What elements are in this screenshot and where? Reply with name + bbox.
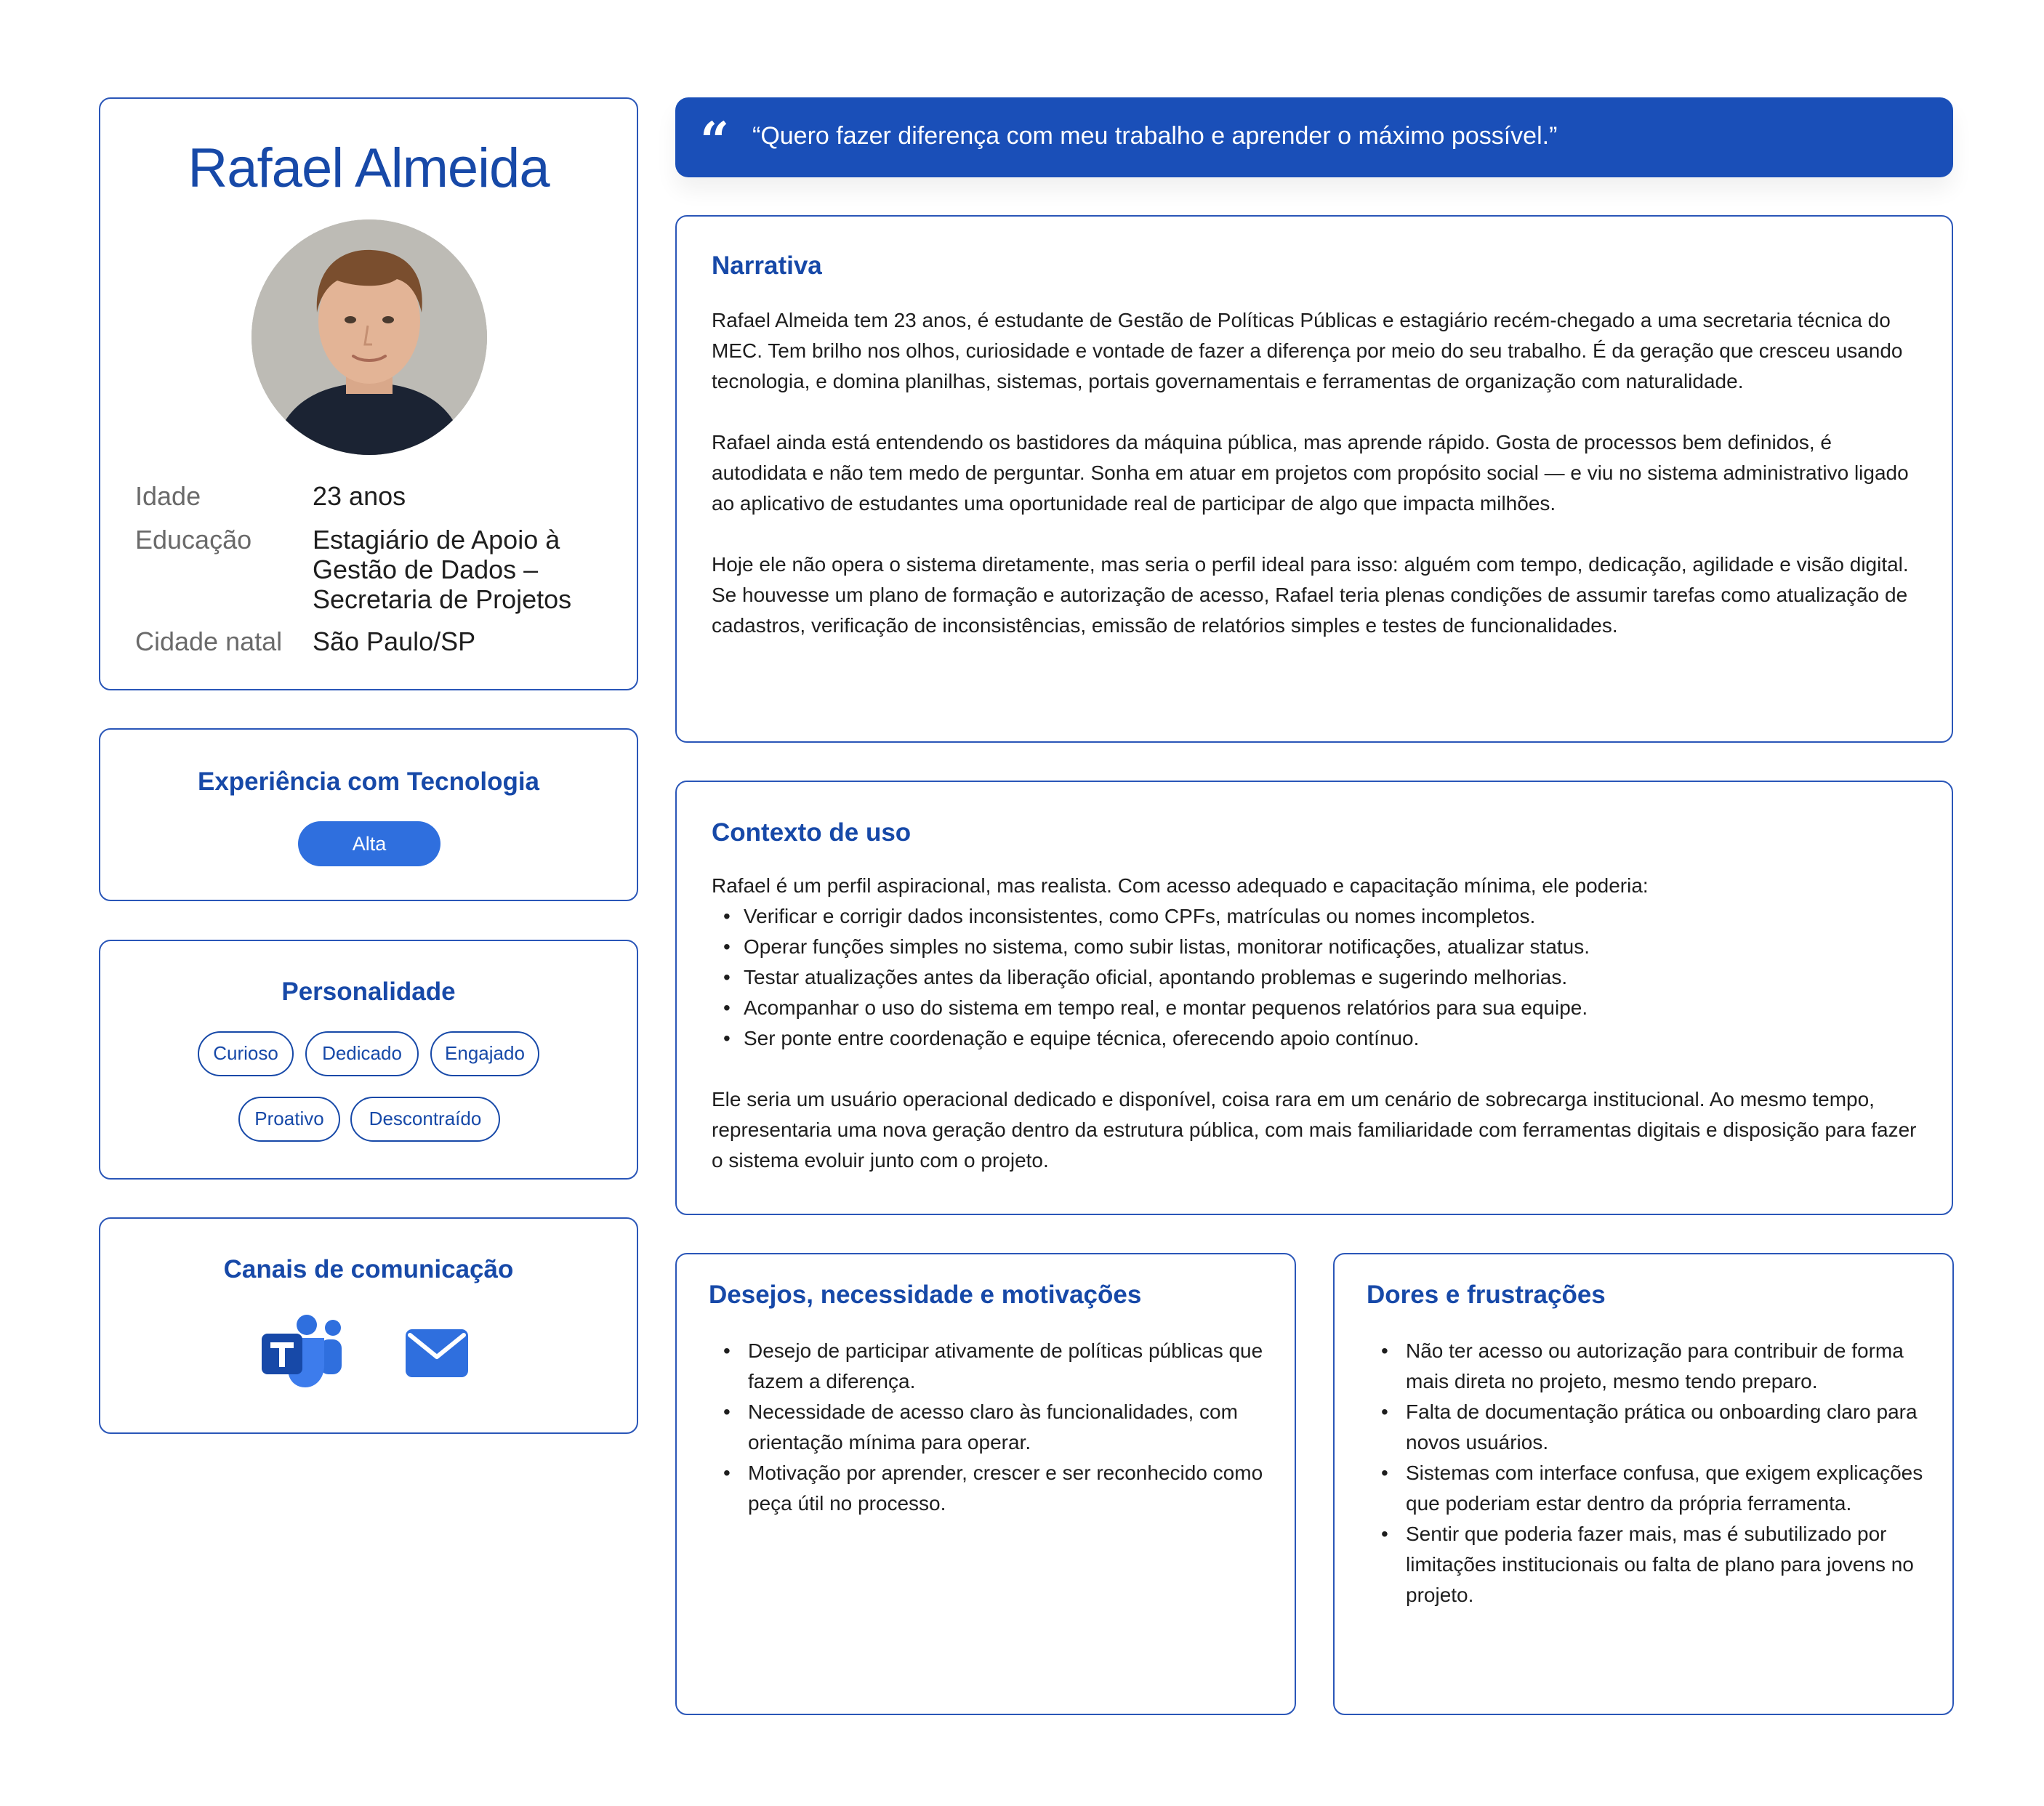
list-item: • Falta de documentação prática ou onboarding claro para novos usuários. [1367, 1397, 1923, 1458]
list-item: • Sistemas com interface confusa, que exigem explicações que poderiam estar dentro da própria ferramenta. [1367, 1458, 1923, 1519]
list-item: • Verificar e corrigir dados inconsistentes, como CPFs, matrículas ou nomes incompletos. [712, 901, 1917, 932]
quote-banner [675, 97, 1953, 177]
context-card [675, 781, 1953, 1215]
personality-tag: Descontraído [350, 1097, 500, 1142]
narrative-title: Narrativa [712, 251, 822, 280]
list-item: • Motivação por aprender, crescer e ser reconhecido como peça útil no processo. [709, 1458, 1266, 1519]
tech-level-badge: Alta [298, 821, 440, 866]
quote-icon: “ [700, 110, 730, 171]
info-value: São Paulo/SP [313, 626, 476, 656]
info-label: Educação [135, 525, 252, 555]
info-label: Cidade natal [135, 626, 283, 656]
pains-list [1367, 1336, 1923, 1611]
persona-name: Rafael Almeida [188, 137, 550, 199]
pains-body [1367, 1336, 1923, 1611]
desires-list [709, 1336, 1266, 1519]
list-item: • Necessidade de acesso claro às funcionalidades, com orientação mínima para operar. [709, 1397, 1266, 1458]
list-item: • Operar funções simples no sistema, como subir listas, monitorar notificações, atualizar status. [712, 932, 1917, 962]
narrative-body [712, 305, 1917, 641]
list-item: • Acompanhar o uso do sistema em tempo real, e montar pequenos relatórios para sua equipe. [712, 993, 1917, 1023]
personality-tag: Curioso [198, 1031, 294, 1076]
list-item: • Testar atualizações antes da liberação oficial, apontando problemas e sugerindo melhorias. [712, 962, 1917, 993]
avatar-illustration [252, 219, 487, 455]
list-item: • Ser ponte entre coordenação e equipe técnica, oferecendo apoio contínuo. [712, 1023, 1917, 1054]
narrative-card [675, 215, 1953, 743]
channels-title: Canais de comunicação [223, 1255, 514, 1283]
list-item: • Desejo de participar ativamente de políticas públicas que fazem a diferença. [709, 1336, 1266, 1397]
quote-text: “Quero fazer diferença com meu trabalho e aprender o máximo possível.” [752, 122, 1558, 150]
personality-tag: Proativo [238, 1097, 340, 1142]
list-item: • Não ter acesso ou autorização para contribuir de forma mais direta no projeto, mesmo tendo preparo. [1367, 1336, 1923, 1397]
pains-title: Dores e frustrações [1367, 1281, 1606, 1309]
tech-experience-title: Experiência com Tecnologia [197, 767, 540, 796]
narrative-paragraph: Hoje ele não opera o sistema diretamente, mas seria o perfil ideal para isso: alguém com tempo, dedicação, agilidade e visão digital. Se houvesse um plano de formação e autorização de acesso, Rafael teria plenas condições de assumir tarefas como atualização de cadastros, verificação de inconsistências, emissão de relatórios simples e testes de funcionalidades. [712, 553, 1909, 637]
info-value: 23 anos [313, 481, 406, 511]
desires-card [675, 1253, 1296, 1715]
info-value: Estagiário de Apoio à Gestão de Dados – Secretaria de Projetos [313, 525, 572, 614]
context-list [712, 901, 1917, 1054]
desires-body [709, 1336, 1266, 1519]
pains-card [1333, 1253, 1954, 1715]
list-item: • Sentir que poderia fazer mais, mas é subutilizado por limitações institucionais ou falta de plano para jovens no projeto. [1367, 1519, 1923, 1611]
personality-title: Personalidade [281, 977, 456, 1006]
context-body [712, 871, 1917, 1176]
personality-tag: Engajado [430, 1031, 539, 1076]
avatar [252, 219, 487, 455]
info-label: Idade [135, 481, 201, 511]
desires-title: Desejos, necessidade e motivações [709, 1281, 1142, 1309]
narrative-paragraph: Rafael ainda está entendendo os bastidores da máquina pública, mas aprende rápido. Gosta de processos bem definidos, é autodidata e não tem medo de perguntar. Sonha em atuar em projetos com propósito social — e viu no sistema administrativo ligado ao aplicativo de estudantes uma oportunidade real de participar de algo que impacta milhões. [712, 431, 1909, 515]
personality-tag: Dedicado [305, 1031, 419, 1076]
context-title: Contexto de uso [712, 818, 912, 847]
tech-experience-card [99, 728, 638, 901]
narrative-paragraph: Rafael Almeida tem 23 anos, é estudante de Gestão de Políticas Públicas e estagiário recém-chegado a uma secretaria técnica do MEC. Tem brilho nos olhos, curiosidade e vontade de fazer a diferença por meio do seu trabalho. É da geração que cresceu usando tecnologia, e domina planilhas, sistemas, portais governamentais e ferramentas de organização com naturalidade. [712, 309, 1903, 392]
personality-card [99, 940, 638, 1180]
mail-icon[interactable] [406, 1329, 468, 1377]
teams-icon[interactable] [262, 1315, 343, 1389]
profile-card [99, 97, 638, 690]
context-closing: Ele seria um usuário operacional dedicado e disponível, coisa rara em um cenário de sobrecarga institucional. Ao mesmo tempo, representaria uma nova geração dentro da estrutura pública, com mais familiaridade com ferramentas digitais e disposição para fazer o sistema evoluir junto com o projeto. [712, 1088, 1917, 1172]
context-intro: Rafael é um perfil aspiracional, mas realista. Com acesso adequado e capacitação mínima, ele poderia: [712, 874, 1649, 897]
channels-card [99, 1217, 638, 1434]
